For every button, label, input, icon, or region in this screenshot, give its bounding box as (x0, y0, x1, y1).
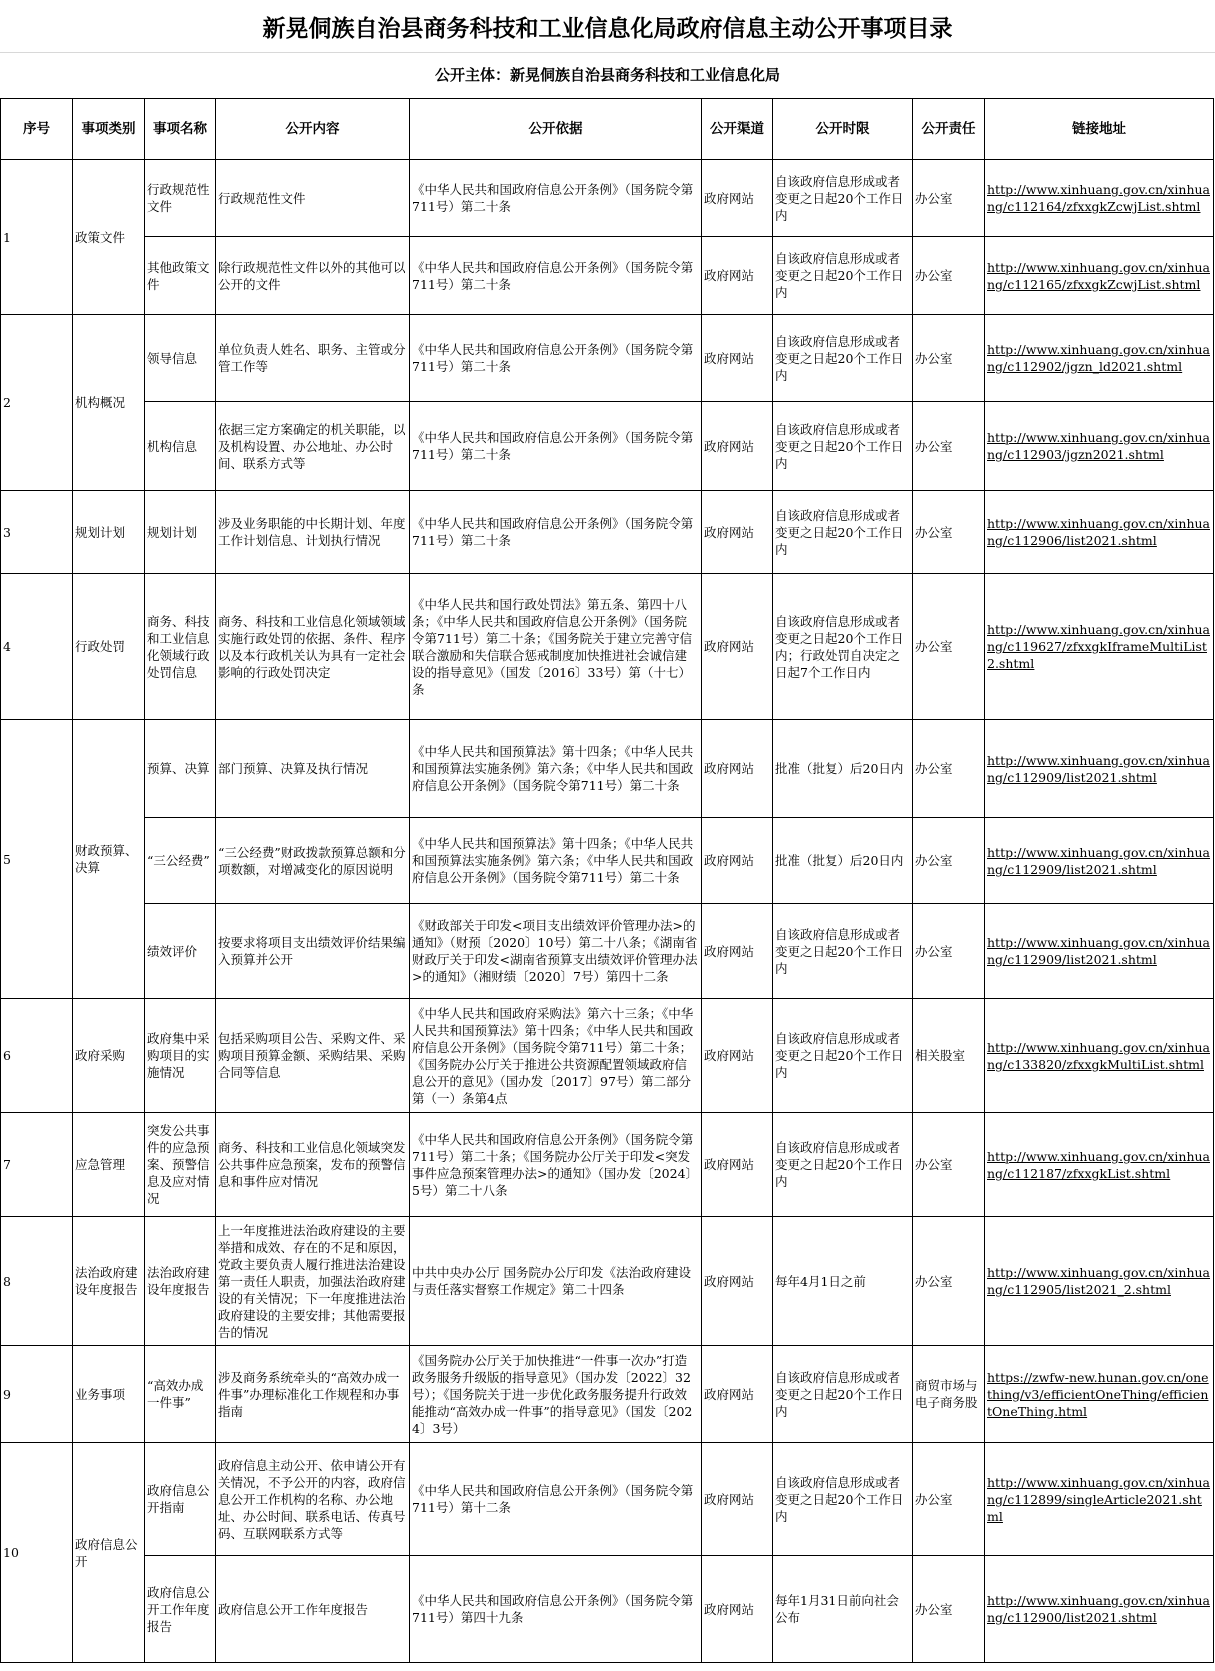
item-responsibility: 办公室 (913, 1556, 985, 1663)
item-name: “高效办成一件事” (145, 1346, 216, 1443)
item-deadline: 自该政府信息形成或者变更之日起20个工作日内 (773, 1113, 913, 1217)
item-basis: 《中华人民共和国政府信息公开条例》（国务院令第711号）第二十条 (410, 160, 702, 237)
item-content: 上一年度推进法治政府建设的主要举措和成效、存在的不足和原因，党政主要负责人履行推进法治建设第一责任人职责，加强法治政府建设的有关情况；下一年度推进法治政府建设的主要安排；其他需要报告的情况 (216, 1217, 410, 1346)
item-deadline: 自该政府信息形成或者变更之日起20个工作日内 (773, 999, 913, 1113)
group-category: 法治政府建设年度报告 (73, 1217, 145, 1346)
item-deadline: 每年1月31日前向社会公布 (773, 1556, 913, 1663)
item-name: 行政规范性文件 (145, 160, 216, 237)
item-basis: 《中华人民共和国政府信息公开条例》（国务院令第711号）第二十条 (410, 402, 702, 491)
group-category: 政府信息公开 (73, 1443, 145, 1663)
item-link[interactable]: http://www.xinhuang.gov.cn/xinhuang/c112909/list2021.shtml (987, 935, 1210, 967)
header-deadline: 公开时限 (773, 99, 913, 160)
group-number: 6 (1, 999, 73, 1113)
item-basis: 《国务院办公厅关于加快推进“一件事一次办”打造政务服务升级版的指导意见》（国办发〔2022〕32号）；《国务院关于进一步优化政务服务提升行政效能推动“高效办成一件事”的指导意见》（国发〔2024〕3号） (410, 1346, 702, 1443)
item-name: 政府信息公开指南 (145, 1443, 216, 1556)
item-channel: 政府网站 (702, 1443, 773, 1556)
item-content: 政府信息公开工作年度报告 (216, 1556, 410, 1663)
item-responsibility: 办公室 (913, 160, 985, 237)
item-channel: 政府网站 (702, 1217, 773, 1346)
page-title: 新晃侗族自治县商务科技和工业信息化局政府信息主动公开事项目录 (0, 0, 1215, 53)
group-number: 7 (1, 1113, 73, 1217)
item-name: 绩效评价 (145, 904, 216, 999)
header-channel: 公开渠道 (702, 99, 773, 160)
table-row (1, 402, 1214, 491)
header-no: 序号 (1, 99, 73, 160)
item-link-cell (985, 1113, 1214, 1217)
item-responsibility: 商贸市场与电子商务股 (913, 1346, 985, 1443)
page-subtitle: 公开主体：新晃侗族自治县商务科技和工业信息化局 (434, 65, 780, 84)
item-link[interactable]: http://www.xinhuang.gov.cn/xinhuang/c112899/singleArticle2021.shtml (987, 1474, 1210, 1524)
item-deadline: 自该政府信息形成或者变更之日起20个工作日内 (773, 315, 913, 402)
item-content: 包括采购项目公告、采购文件、采购项目预算金额、采购结果、采购合同等信息 (216, 999, 410, 1113)
header-item-name: 事项名称 (145, 99, 216, 160)
item-basis: 《中华人民共和国政府信息公开条例》（国务院令第711号）第十二条 (410, 1443, 702, 1556)
item-link[interactable]: http://www.xinhuang.gov.cn/xinhuang/c112906/list2021.shtml (987, 516, 1210, 548)
item-link[interactable]: http://www.xinhuang.gov.cn/xinhuang/c112909/list2021.shtml (987, 844, 1210, 877)
header-responsibility: 公开责任 (913, 99, 985, 160)
table-row (1, 818, 1214, 904)
item-deadline: 自该政府信息形成或者变更之日起20个工作日内 (773, 402, 913, 491)
item-deadline: 自该政府信息形成或者变更之日起20个工作日内 (773, 237, 913, 315)
item-deadline: 自该政府信息形成或者变更之日起20个工作日内 (773, 491, 913, 574)
item-name: 商务、科技和工业信息化领域行政处罚信息 (145, 574, 216, 720)
table-row (1, 315, 1214, 402)
table-row (1, 1556, 1214, 1663)
item-link[interactable]: http://www.xinhuang.gov.cn/xinhuang/c112903/jgzn2021.shtml (987, 430, 1210, 462)
item-channel: 政府网站 (702, 237, 773, 315)
item-content: 单位负责人姓名、职务、主管或分管工作等 (216, 315, 410, 402)
item-link[interactable]: https://zwfw-new.hunan.gov.cn/onething/v3/efficientOneThing/efficientOneThing.html (987, 1369, 1209, 1419)
item-basis: 《中华人民共和国预算法》第十四条；《中华人民共和国预算法实施条例》第六条；《中华人民共和国政府信息公开条例》（国务院令第711号）第二十条 (410, 818, 702, 904)
item-link-cell (985, 999, 1214, 1113)
item-responsibility: 办公室 (913, 402, 985, 491)
item-content: 依据三定方案确定的机关职能，以及机构设置、办公地址、办公时间、联系方式等 (216, 402, 410, 491)
group-number: 8 (1, 1217, 73, 1346)
item-channel: 政府网站 (702, 1346, 773, 1443)
item-deadline: 自该政府信息形成或者变更之日起20个工作日内 (773, 1346, 913, 1443)
item-basis: 《中华人民共和国政府信息公开条例》（国务院令第711号）第二十条 (410, 315, 702, 402)
item-name: 领导信息 (145, 315, 216, 402)
table-row (1, 491, 1214, 574)
table-row (1, 720, 1214, 818)
table-row (1, 1217, 1214, 1346)
group-number: 4 (1, 574, 73, 720)
item-link-cell (985, 904, 1214, 999)
item-link-cell (985, 818, 1214, 904)
item-basis: 《中华人民共和国政府采购法》第六十三条；《中华人民共和国预算法》第十四条；《中华人民共和国政府信息公开条例》（国务院令第711号）第二十条；《国务院办公厅关于推进公共资源配置领域政府信息公开的意见》（国办发〔2017〕97号）第二部分第（一）条第4点 (410, 999, 702, 1113)
item-content: 商务、科技和工业信息化领域突发公共事件应急预案，发布的预警信息和事件应对情况 (216, 1113, 410, 1217)
item-channel: 政府网站 (702, 818, 773, 904)
item-name: 政府信息公开工作年度报告 (145, 1556, 216, 1663)
group-category: 应急管理 (73, 1113, 145, 1217)
item-content: 政府信息主动公开、依申请公开有关情况，不予公开的内容，政府信息公开工作机构的名称、办公地址、办公时间、联系电话、传真号码、互联网联系方式等 (216, 1443, 410, 1556)
item-link[interactable]: http://www.xinhuang.gov.cn/xinhuang/c133820/zfxxgkMultiList.shtml (987, 1039, 1210, 1072)
item-deadline: 批准（批复）后20日内 (773, 818, 913, 904)
item-link-cell (985, 720, 1214, 818)
item-channel: 政府网站 (702, 491, 773, 574)
item-content: 涉及业务职能的中长期计划、年度工作计划信息、计划执行情况 (216, 491, 410, 574)
item-basis: 《中华人民共和国政府信息公开条例》（国务院令第711号）第二十条 (410, 491, 702, 574)
item-responsibility: 办公室 (913, 1443, 985, 1556)
item-deadline: 自该政府信息形成或者变更之日起20个工作日内 (773, 160, 913, 237)
table-row (1, 237, 1214, 315)
item-channel: 政府网站 (702, 904, 773, 999)
item-link-cell (985, 315, 1214, 402)
group-number: 9 (1, 1346, 73, 1443)
catalog-body (1, 160, 1214, 1663)
header-category: 事项类别 (73, 99, 145, 160)
item-link[interactable]: http://www.xinhuang.gov.cn/xinhuang/c112909/list2021.shtml (987, 752, 1210, 785)
item-content: “三公经费”财政拨款预算总额和分项数额，对增减变化的原因说明 (216, 818, 410, 904)
item-channel: 政府网站 (702, 999, 773, 1113)
table-row (1, 1443, 1214, 1556)
group-category: 机构概况 (73, 315, 145, 491)
item-content: 除行政规范性文件以外的其他可以公开的文件 (216, 237, 410, 315)
item-link-cell (985, 1556, 1214, 1663)
item-link[interactable]: http://www.xinhuang.gov.cn/xinhuang/c112164/zfxxgkZcwjList.shtml (987, 182, 1210, 214)
item-responsibility: 相关股室 (913, 999, 985, 1113)
item-responsibility: 办公室 (913, 818, 985, 904)
item-link[interactable]: http://www.xinhuang.gov.cn/xinhuang/c112902/jgzn_ld2021.shtml (987, 342, 1210, 374)
table-row (1, 904, 1214, 999)
item-name: 机构信息 (145, 402, 216, 491)
item-link[interactable]: http://www.xinhuang.gov.cn/xinhuang/c119627/zfxxgkIframeMultiList2.shtml (987, 622, 1210, 671)
item-basis: 《中华人民共和国政府信息公开条例》（国务院令第711号）第四十九条 (410, 1556, 702, 1663)
item-name: 预算、决算 (145, 720, 216, 818)
item-deadline: 批准（批复）后20日内 (773, 720, 913, 818)
item-responsibility: 办公室 (913, 904, 985, 999)
item-basis: 《中华人民共和国政府信息公开条例》（国务院令第711号）第二十条；《国务院办公厅关于印发<突发事件应急预案管理办法>的通知》（国办发〔2024〕5号）第二十八条 (410, 1113, 702, 1217)
item-name: 其他政策文件 (145, 237, 216, 315)
item-responsibility: 办公室 (913, 1217, 985, 1346)
item-name: 法治政府建设年度报告 (145, 1217, 216, 1346)
item-link[interactable]: http://www.xinhuang.gov.cn/xinhuang/c112900/list2021.shtml (987, 1593, 1210, 1625)
item-name: 突发公共事件的应急预案、预警信息及应对情况 (145, 1113, 216, 1217)
item-deadline: 自该政府信息形成或者变更之日起20个工作日内 (773, 1443, 913, 1556)
item-channel: 政府网站 (702, 720, 773, 818)
item-responsibility: 办公室 (913, 237, 985, 315)
item-content: 部门预算、决算及执行情况 (216, 720, 410, 818)
group-number: 2 (1, 315, 73, 491)
item-link-cell (985, 491, 1214, 574)
header-content: 公开内容 (216, 99, 410, 160)
table-row (1, 574, 1214, 720)
item-channel: 政府网站 (702, 402, 773, 491)
table-row (1, 1346, 1214, 1443)
group-category: 行政处罚 (73, 574, 145, 720)
item-deadline: 自该政府信息形成或者变更之日起20个工作日内；行政处罚自决定之日起7个工作日内 (773, 574, 913, 720)
item-basis: 《中华人民共和国预算法》第十四条；《中华人民共和国预算法实施条例》第六条；《中华人民共和国政府信息公开条例》（国务院令第711号）第二十条 (410, 720, 702, 818)
item-content: 商务、科技和工业信息化领域领域实施行政处罚的依据、条件、程序以及本行政机关认为具有一定社会影响的行政处罚决定 (216, 574, 410, 720)
item-responsibility: 办公室 (913, 491, 985, 574)
item-name: 规划计划 (145, 491, 216, 574)
item-link-cell (985, 237, 1214, 315)
item-name: 政府集中采购项目的实施情况 (145, 999, 216, 1113)
group-category: 规划计划 (73, 491, 145, 574)
item-basis: 《中华人民共和国行政处罚法》第五条、第四十八条；《中华人民共和国政府信息公开条例》（国务院令第711号）第二十条；《国务院关于建立完善守信联合激励和失信联合惩戒制度加快推进社会诚信建设的指导意见》（国发〔2016〕33号）第（十七）条 (410, 574, 702, 720)
group-category: 政府采购 (73, 999, 145, 1113)
item-link[interactable]: http://www.xinhuang.gov.cn/xinhuang/c112905/list2021_2.shtml (987, 1265, 1210, 1297)
item-responsibility: 办公室 (913, 574, 985, 720)
header-link: 链接地址 (985, 99, 1214, 160)
group-category: 财政预算、决算 (73, 720, 145, 999)
item-responsibility: 办公室 (913, 315, 985, 402)
catalog-table (0, 98, 1214, 1663)
item-deadline: 每年4月1日之前 (773, 1217, 913, 1346)
item-channel: 政府网站 (702, 1556, 773, 1663)
item-content: 行政规范性文件 (216, 160, 410, 237)
table-row (1, 999, 1214, 1113)
item-name: “三公经费” (145, 818, 216, 904)
group-category: 业务事项 (73, 1346, 145, 1443)
item-deadline: 自该政府信息形成或者变更之日起20个工作日内 (773, 904, 913, 999)
item-content: 按要求将项目支出绩效评价结果编入预算并公开 (216, 904, 410, 999)
item-link[interactable]: http://www.xinhuang.gov.cn/xinhuang/c112187/zfxxgkList.shtml (987, 1148, 1210, 1181)
item-link-cell (985, 574, 1214, 720)
item-link[interactable]: http://www.xinhuang.gov.cn/xinhuang/c112165/zfxxgkZcwjList.shtml (987, 259, 1210, 292)
group-number: 5 (1, 720, 73, 999)
item-channel: 政府网站 (702, 1113, 773, 1217)
header-row (1, 99, 1214, 160)
group-number: 10 (1, 1443, 73, 1663)
item-basis: 《财政部关于印发<项目支出绩效评价管理办法>的通知》（财预〔2020〕10号）第二十八条；《湖南省财政厅关于印发<湖南省预算支出绩效评价管理办法>的通知》（湘财绩〔2020〕7号）第四十二条 (410, 904, 702, 999)
item-link-cell (985, 160, 1214, 237)
item-link-cell (985, 402, 1214, 491)
item-content: 涉及商务系统牵头的“高效办成一件事”办理标准化工作规程和办事指南 (216, 1346, 410, 1443)
table-row (1, 1113, 1214, 1217)
item-basis: 中共中央办公厅 国务院办公厅印发《法治政府建设与责任落实督察工作规定》第二十四条 (410, 1217, 702, 1346)
item-link-cell (985, 1346, 1214, 1443)
header-basis: 公开依据 (410, 99, 702, 160)
item-responsibility: 办公室 (913, 1113, 985, 1217)
item-link-cell (985, 1443, 1214, 1556)
table-row (1, 160, 1214, 237)
item-basis: 《中华人民共和国政府信息公开条例》（国务院令第711号）第二十条 (410, 237, 702, 315)
group-category: 政策文件 (73, 160, 145, 315)
item-link-cell (985, 1217, 1214, 1346)
item-channel: 政府网站 (702, 160, 773, 237)
item-channel: 政府网站 (702, 315, 773, 402)
item-channel: 政府网站 (702, 574, 773, 720)
item-responsibility: 办公室 (913, 720, 985, 818)
group-number: 1 (1, 160, 73, 315)
group-number: 3 (1, 491, 73, 574)
